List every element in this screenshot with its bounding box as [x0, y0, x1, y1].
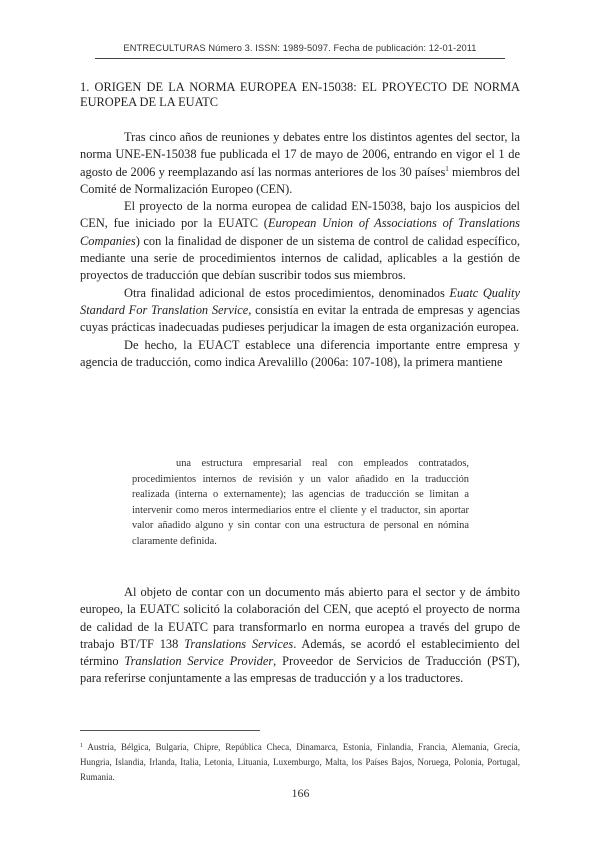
section-title: 1. ORIGEN DE LA NORMA EUROPEA EN-15038: EL PROYECTO DE NORMA EUROPEA DE LA EUATC: [80, 80, 520, 109]
paragraph-5-italic: Translations Services: [184, 636, 294, 651]
paragraph-3: [80, 285, 520, 337]
paragraph-5-text-mid: . Además, se acordó el establecimiento del término: [80, 636, 520, 669]
paragraph-2: [80, 198, 520, 284]
block-quote: [132, 456, 469, 549]
footnote-mark: 1: [80, 743, 83, 749]
paragraph-5-text-end: , Proveedor de Servicios de Traducción (PST), para referirse conjuntamente a las empresas de traducción y a los traductores.: [80, 654, 520, 686]
paragraph-4: [80, 337, 520, 372]
body-text-lower: [80, 584, 520, 688]
paragraph-5-text: Al objeto de contar con un documento más abierto para el sector y de ámbito europeo, la EUATC solicitó la colaboración del CEN, que aceptó el proyecto de norma de calidad de la EUATC para transformarlo en norma europea a través del grupo de trabajo BT/TF 138: [80, 585, 520, 651]
paragraph-5-italic-2: Translation Service Provider: [124, 654, 274, 669]
paragraph-2-italic: European Union of Associations of Translations Companies: [80, 216, 520, 248]
block-quote-text: una estructura empresarial real con empleados contratados, procedimientos internos de revisión y un valor añadido en la traducción realizada (interna o externamente); las agencias de traducción se limitan a intervenir como meros intermediarios entre el cliente y el traductor, sin aportar valor añadido alguno y sin contar con una estructura de personal en nómina claramente definida.: [132, 458, 469, 547]
paragraph-4-text: De hecho, la EUACT establece una diferencia importante entre empresa y agencia de traducción, como indica Arevalillo (2006a: 107-108), la primera mantiene: [80, 337, 520, 369]
paragraph-2-text: El proyecto de la norma europea de calidad EN-15038, bajo los auspicios del CEN, fue iniciado por la EUATC (: [80, 199, 520, 231]
footnote-text: Austria, Bélgica, Bulgaria, Chipre, República Checa, Dinamarca, Estonia, Finlandia, Francia, Alemania, Grecia, Hungria, Islandia, Irlanda, Italia, Letonia, Lituania, Luxemburgo, Malta, los Países Bajos, Noruega, Polonia, Portugal, Rumania.: [80, 742, 520, 782]
paragraph-1-text: Tras cinco años de reuniones y debates entre los distintos agentes del sector, la norma UNE-EN-15038 fue publicada el 17 de mayo de 2006, entrando en vigor el 1 de agosto de 2006 y reemplazando así las normas anteriores de los 30 países: [80, 130, 520, 179]
paragraph-3-italic: Euatc Quality Standard For Translation Service: [80, 285, 520, 317]
paragraph-1: [80, 129, 520, 198]
paragraph-2-text-end: ) con la finalidad de disponer de un sistema de control de calidad específico, mediante una serie de procedimientos internos de calidad, aplicables a la gestión de proyectos de traducción que debían suscribir todos sus miembros.: [80, 233, 520, 283]
running-header: ENTRECULTURAS Número 3. ISSN: 1989-5097. Fecha de publicación: 12-01-2011: [123, 43, 477, 53]
paragraph-3-text: Otra finalidad adicional de estos procedimientos, denominados: [124, 285, 450, 300]
body-text-upper: [80, 129, 520, 371]
footnote-reference[interactable]: 1: [445, 164, 449, 173]
footnote: [80, 740, 520, 785]
page-number: 166: [291, 786, 310, 800]
paragraph-5: [80, 584, 520, 688]
header-rule: [95, 58, 505, 59]
footnote-rule: [80, 730, 260, 731]
paragraph-1-text-end: miembros del Comité de Normalización Europeo (CEN).: [80, 164, 521, 196]
paragraph-3-text-end: , consistía en evitar la entrada de empresas y agencias cuyas prácticas inadecuadas pudieses perjudicar la imagen de esta organización europea.: [80, 302, 520, 335]
